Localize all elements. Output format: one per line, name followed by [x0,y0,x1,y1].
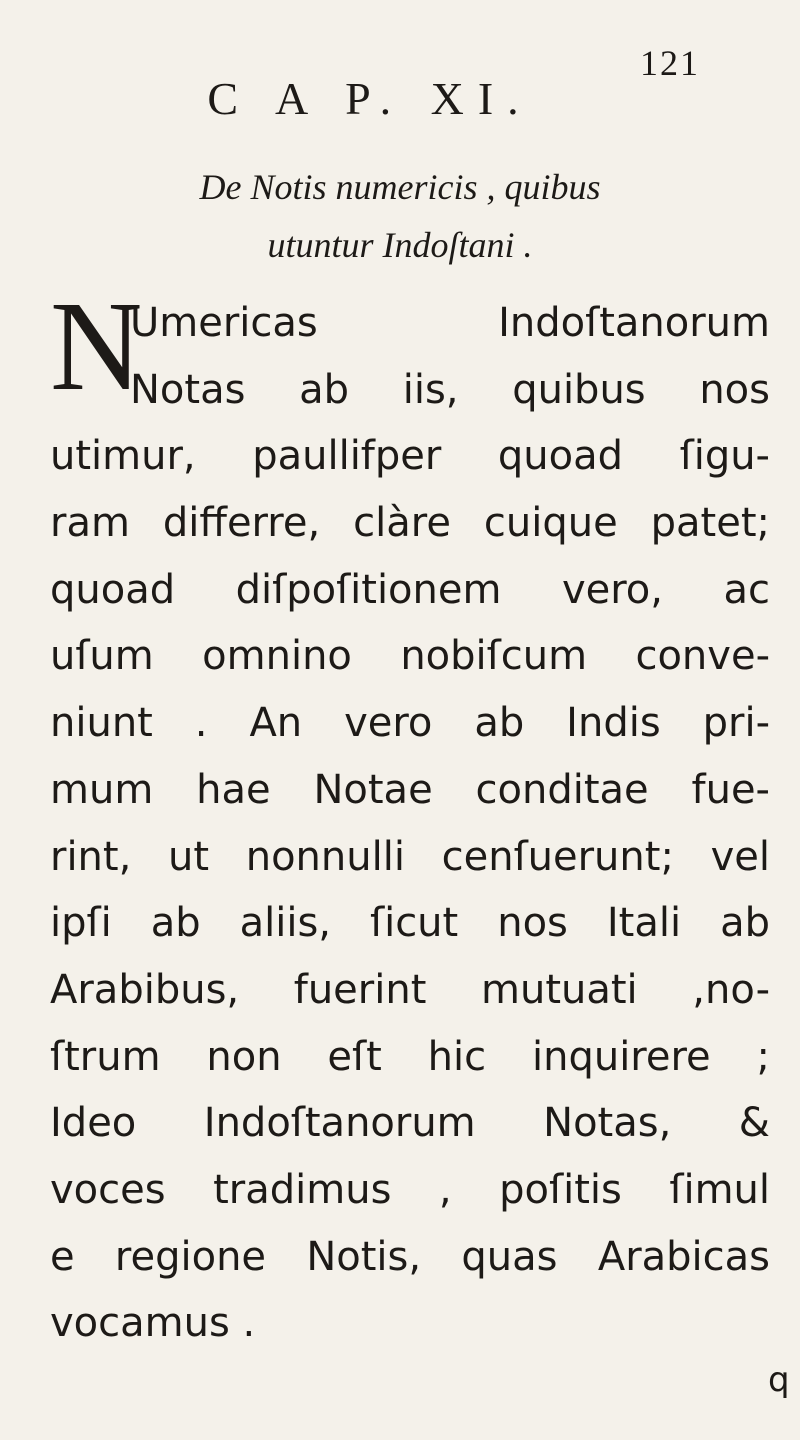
text-line: Arabibus, fuerint mutuati ,no- [50,966,770,1013]
text-line: uſum omnino nobiſcum conve- [50,633,770,680]
text-line: rint, ut nonnulli cenſuerunt; vel [50,833,770,880]
text-line: ipſi ab aliis, ſicut nos Itali ab [50,900,770,947]
text-line: Umericas Indoſtanorum [130,300,770,346]
text-line: Notas ab iis, quibus nos [130,366,770,413]
page-number: 121 [640,43,700,83]
text-line: utimur, paullifper quoad ſigu- [50,433,770,480]
text-line: mum hae Notae conditae fue- [50,766,770,813]
chapter-title-line-1: De Notis numericis , quibus [199,167,601,207]
body-text [50,275,770,1357]
chapter-title-line-2: utuntur Indoſtani . [267,225,533,265]
text-line: e regione Notis, quas Arabicas [50,1233,770,1280]
chapter-title [80,158,720,274]
text-line: ram differre, clàre cuique patet; [50,500,770,547]
catchword: q [768,1360,790,1400]
text-line: vocamus . [50,1300,256,1347]
text-line: Ideo Indoſtanorum Notas, & [50,1100,770,1147]
text-line: quoad diſpoſitionem vero, ac [50,566,770,613]
text-line: ſtrum non eſt hic inquirere ; [50,1033,770,1080]
text-line: voces tradimus , poſitis ſimul [50,1166,770,1213]
text-line: niunt . An vero ab Indis pri- [50,700,770,747]
chapter-heading: C A P. XI. [207,73,533,124]
drop-cap: N [50,275,143,417]
